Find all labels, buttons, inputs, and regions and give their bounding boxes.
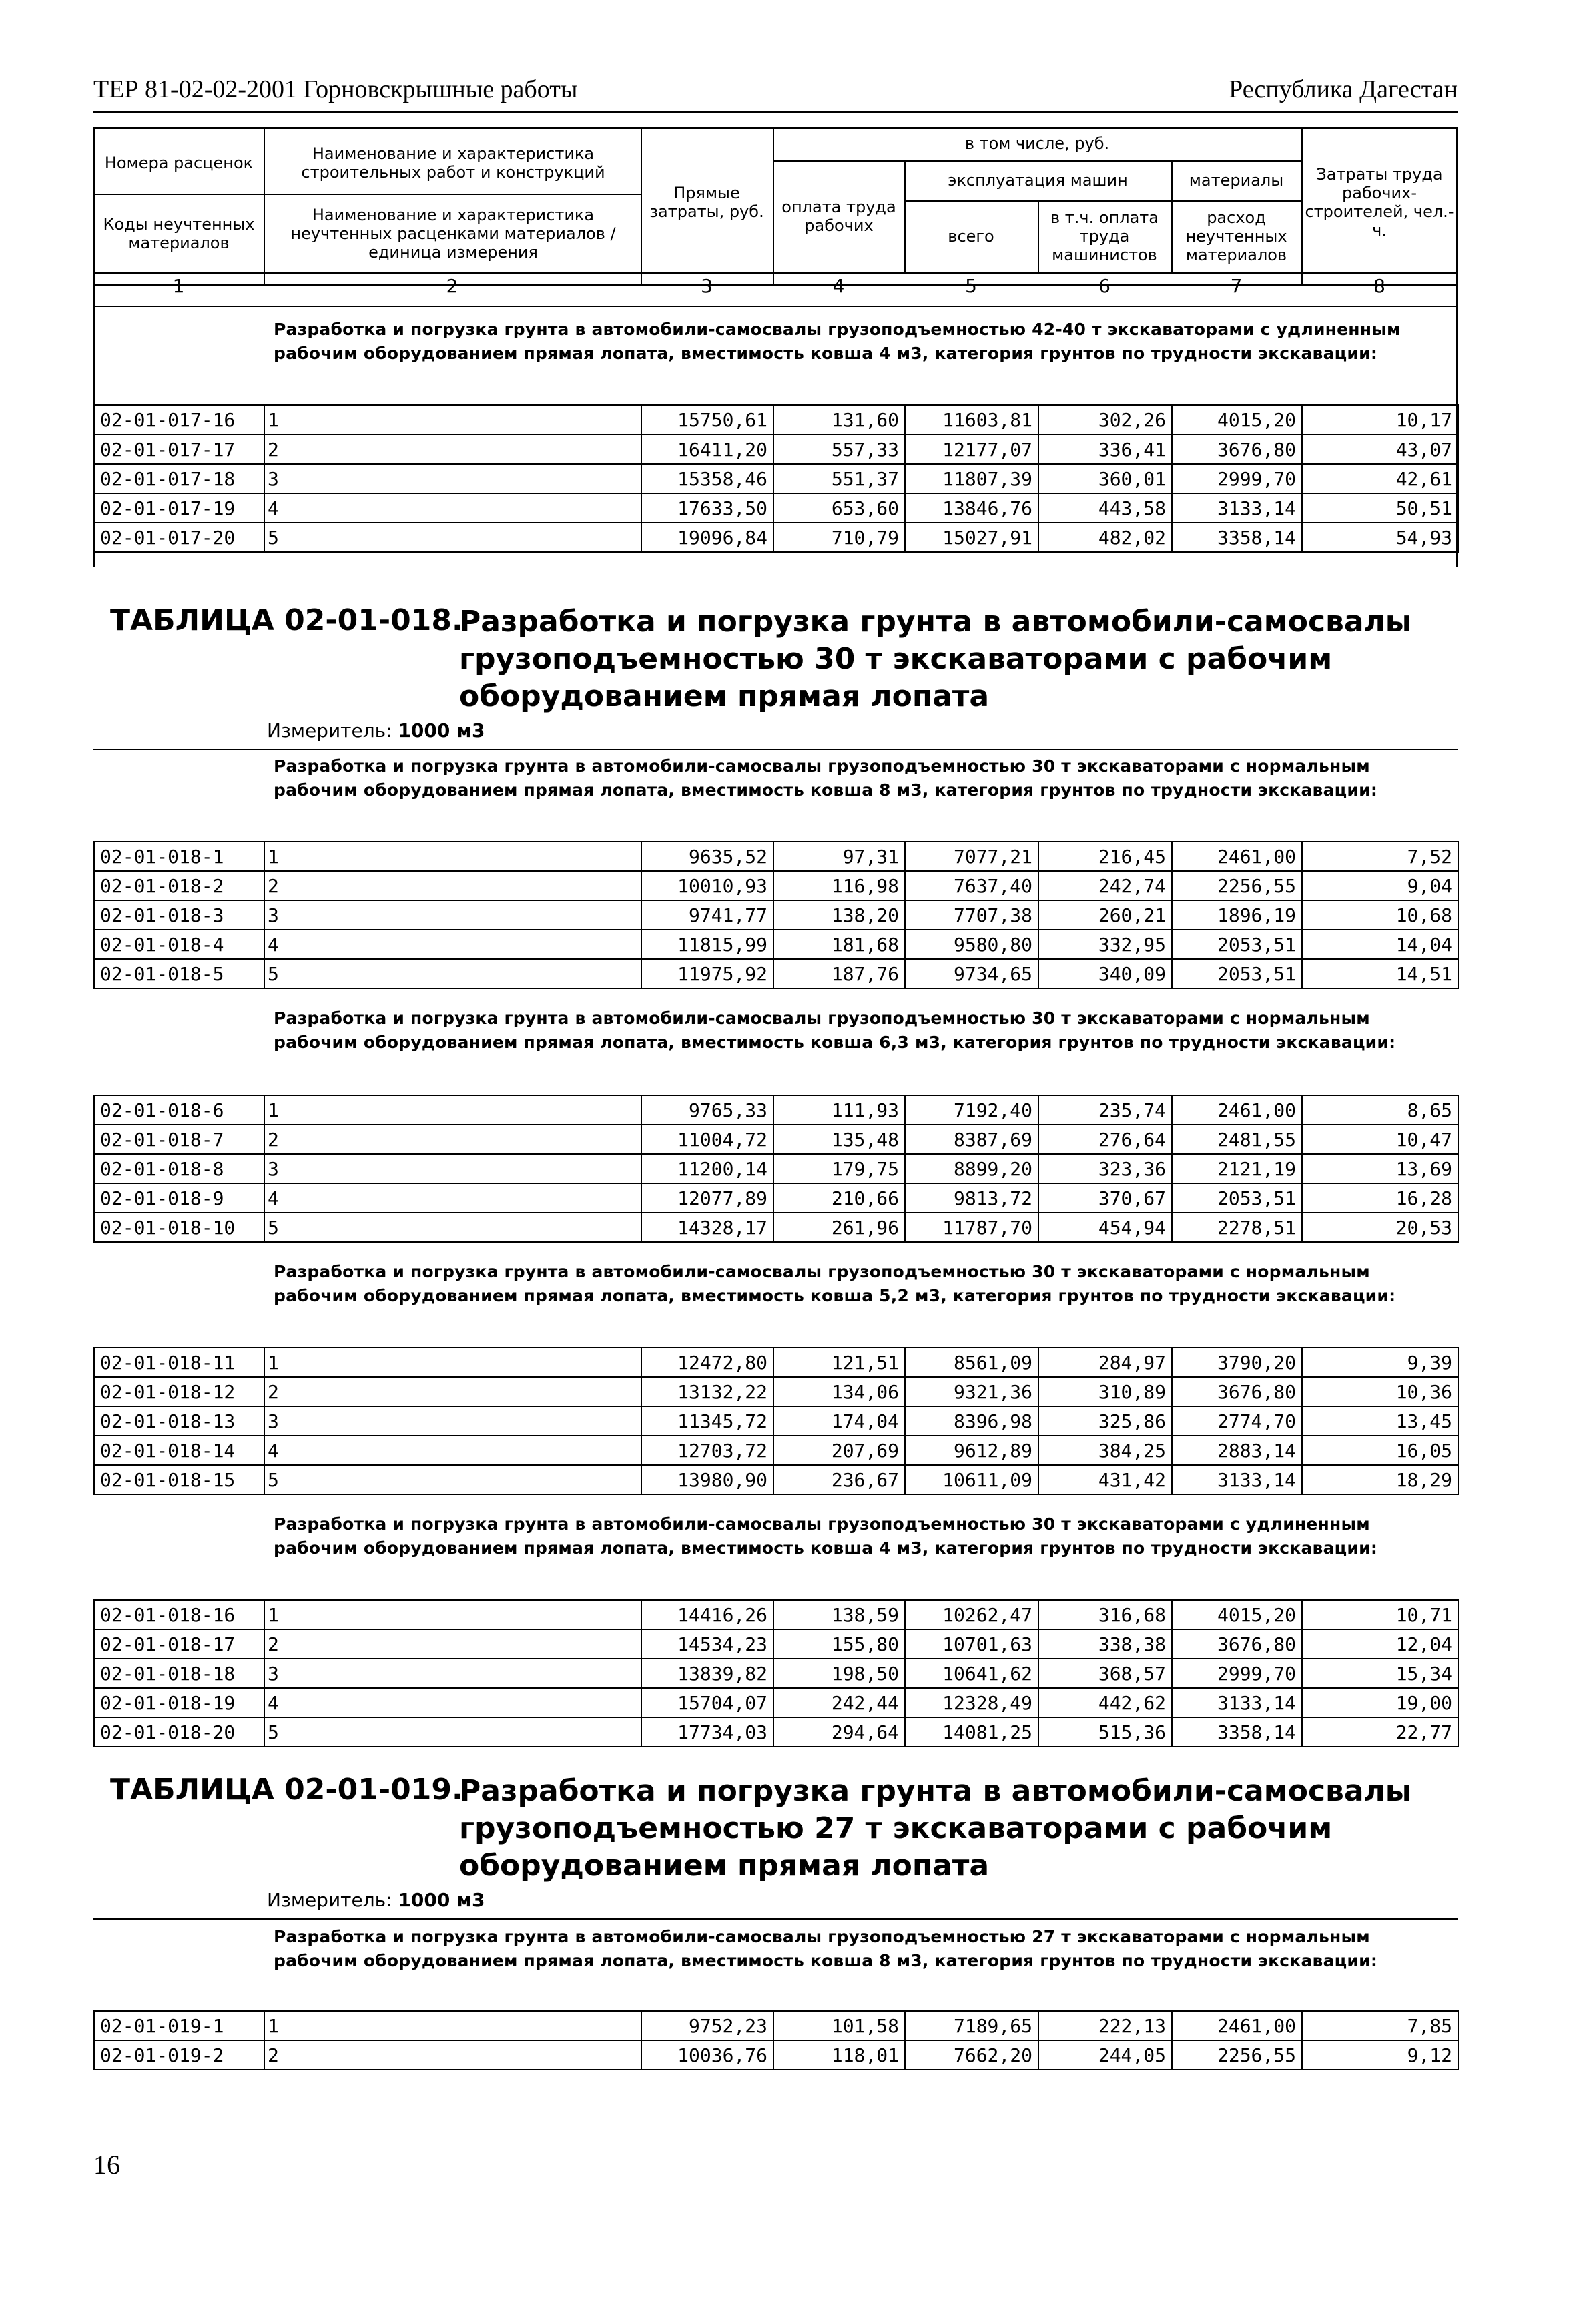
operator-pay-cell: 302,26 (1038, 405, 1172, 434)
direct-costs-cell: 11815,99 (641, 930, 773, 959)
labor-pay-cell: 187,76 (773, 959, 905, 988)
direct-costs-cell: 15750,61 (641, 405, 773, 434)
materials-cost-cell: 2053,51 (1172, 959, 1302, 988)
machines-total-cell: 7192,40 (905, 1095, 1038, 1125)
labor-pay-cell: 236,67 (773, 1465, 905, 1494)
materials-cost-cell: 3133,14 (1172, 1688, 1302, 1717)
machines-total-cell: 10611,09 (905, 1465, 1038, 1494)
measure: Измеритель: 1000 м3 (267, 1889, 485, 1911)
table-row (94, 1600, 1458, 1629)
direct-costs-cell: 9752,23 (641, 2011, 773, 2040)
operator-pay-cell: 325,86 (1038, 1406, 1172, 1436)
rates-table (93, 404, 1459, 553)
direct-costs-cell: 11200,14 (641, 1154, 773, 1183)
operator-pay-cell: 235,74 (1038, 1095, 1172, 1125)
materials-cost-cell: 2774,70 (1172, 1406, 1302, 1436)
operator-pay-cell: 442,62 (1038, 1688, 1172, 1717)
labor-hours-cell: 9,04 (1302, 871, 1458, 900)
region-name: Республика Дагестан (1229, 75, 1458, 103)
table-row (94, 1377, 1458, 1406)
category-cell: 4 (264, 930, 641, 959)
labor-pay-cell: 242,44 (773, 1688, 905, 1717)
rates-table (93, 1599, 1459, 1747)
table-number: ТАБЛИЦА 02-01-018. (110, 603, 463, 637)
col-work-name: Наименование и характеристика строительных работ и конструкций (301, 144, 605, 182)
machines-total-cell: 11807,39 (905, 464, 1038, 493)
machines-total-cell: 11787,70 (905, 1213, 1038, 1242)
operator-pay-cell: 384,25 (1038, 1436, 1172, 1465)
rate-code-cell: 02-01-018-20 (94, 1717, 264, 1747)
labor-pay-cell: 557,33 (773, 434, 905, 464)
machines-total-cell: 7637,40 (905, 871, 1038, 900)
machines-total-cell: 7662,20 (905, 2040, 1038, 2070)
materials-cost-cell: 3676,80 (1172, 434, 1302, 464)
labor-pay-cell: 135,48 (773, 1125, 905, 1154)
table-row (94, 1465, 1458, 1494)
rate-code-cell: 02-01-019-2 (94, 2040, 264, 2070)
direct-costs-cell: 14328,17 (641, 1213, 773, 1242)
machines-total-cell: 13846,76 (905, 493, 1038, 523)
category-cell: 3 (264, 1659, 641, 1688)
machines-total-cell: 10262,47 (905, 1600, 1038, 1629)
operator-pay-cell: 244,05 (1038, 2040, 1172, 2070)
labor-pay-cell: 210,66 (773, 1183, 905, 1213)
direct-costs-cell: 13839,82 (641, 1659, 773, 1688)
labor-hours-cell: 20,53 (1302, 1213, 1458, 1242)
rate-code-cell: 02-01-018-3 (94, 900, 264, 930)
labor-hours-cell: 18,29 (1302, 1465, 1458, 1494)
direct-costs-cell: 11975,92 (641, 959, 773, 988)
materials-cost-cell: 2256,55 (1172, 2040, 1302, 2070)
category-cell: 2 (264, 2040, 641, 2070)
labor-hours-cell: 14,51 (1302, 959, 1458, 988)
rate-code-cell: 02-01-018-15 (94, 1465, 264, 1494)
labor-hours-cell: 13,69 (1302, 1154, 1458, 1183)
operator-pay-cell: 242,74 (1038, 871, 1172, 900)
operator-pay-cell: 323,36 (1038, 1154, 1172, 1183)
direct-costs-cell: 13980,90 (641, 1465, 773, 1494)
category-cell: 1 (264, 842, 641, 871)
labor-hours-cell: 12,04 (1302, 1629, 1458, 1659)
rate-code-cell: 02-01-017-18 (94, 464, 264, 493)
category-cell: 1 (264, 405, 641, 434)
section-heading: Разработка и погрузка грунта в автомобили-самосвалы грузоподъемностью 42-40 т экскаваторами с удлиненным рабочим оборудованием прямая лопата, вместимость ковша 4 м3, категория грунтов по трудности экскавации: (274, 320, 1401, 363)
labor-pay-cell: 116,98 (773, 871, 905, 900)
operator-pay-cell: 482,02 (1038, 523, 1172, 552)
rate-code-cell: 02-01-018-14 (94, 1436, 264, 1465)
rate-code-cell: 02-01-018-7 (94, 1125, 264, 1154)
direct-costs-cell: 14534,23 (641, 1629, 773, 1659)
labor-hours-cell: 8,65 (1302, 1095, 1458, 1125)
operator-pay-cell: 222,13 (1038, 2011, 1172, 2040)
machines-total-cell: 8561,09 (905, 1348, 1038, 1377)
rate-code-cell: 02-01-018-17 (94, 1629, 264, 1659)
labor-hours-cell: 10,71 (1302, 1600, 1458, 1629)
labor-pay-cell: 97,31 (773, 842, 905, 871)
rate-code-cell: 02-01-018-12 (94, 1377, 264, 1406)
table-row (94, 2011, 1458, 2040)
direct-costs-cell: 17734,03 (641, 1717, 773, 1747)
materials-cost-cell: 2481,55 (1172, 1125, 1302, 1154)
col-operator-pay: в т.ч. оплата труда машинистов (1050, 208, 1159, 264)
labor-pay-cell: 207,69 (773, 1436, 905, 1465)
rates-table (93, 841, 1459, 989)
document-title: ТЕР 81-02-02-2001 Горновскрышные работы (93, 75, 578, 103)
category-cell: 2 (264, 434, 641, 464)
category-cell: 4 (264, 1183, 641, 1213)
labor-hours-cell: 9,12 (1302, 2040, 1458, 2070)
rate-code-cell: 02-01-019-1 (94, 2011, 264, 2040)
labor-pay-cell: 653,60 (773, 493, 905, 523)
operator-pay-cell: 431,42 (1038, 1465, 1172, 1494)
rate-code-cell: 02-01-018-8 (94, 1154, 264, 1183)
section-heading: Разработка и погрузка грунта в автомобили-самосвалы грузоподъемностью 27 т экскаваторами с нормальным рабочим оборудованием прямая лопата, вместимость ковша 8 м3, категория грунтов по трудности экскавации: (274, 1927, 1378, 1970)
direct-costs-cell: 12077,89 (641, 1183, 773, 1213)
category-cell: 1 (264, 1348, 641, 1377)
operator-pay-cell: 310,89 (1038, 1377, 1172, 1406)
rate-code-cell: 02-01-018-2 (94, 871, 264, 900)
category-cell: 5 (264, 523, 641, 552)
materials-cost-cell: 3358,14 (1172, 523, 1302, 552)
labor-hours-cell: 14,04 (1302, 930, 1458, 959)
operator-pay-cell: 338,38 (1038, 1629, 1172, 1659)
labor-pay-cell: 181,68 (773, 930, 905, 959)
materials-cost-cell: 3676,80 (1172, 1629, 1302, 1659)
section-heading: Разработка и погрузка грунта в автомобили-самосвалы грузоподъемностью 30 т экскаваторами с нормальным рабочим оборудованием прямая лопата, вместимость ковша 5,2 м3, категория грунтов по трудности экскавации: (274, 1262, 1396, 1305)
labor-hours-cell: 15,34 (1302, 1659, 1458, 1688)
materials-cost-cell: 4015,20 (1172, 1600, 1302, 1629)
table-row (94, 1659, 1458, 1688)
table-row (94, 1213, 1458, 1242)
operator-pay-cell: 332,95 (1038, 930, 1172, 959)
operator-pay-cell: 336,41 (1038, 434, 1172, 464)
materials-cost-cell: 3676,80 (1172, 1377, 1302, 1406)
labor-pay-cell: 155,80 (773, 1629, 905, 1659)
category-cell: 4 (264, 1436, 641, 1465)
direct-costs-cell: 11004,72 (641, 1125, 773, 1154)
machines-total-cell: 15027,91 (905, 523, 1038, 552)
direct-costs-cell: 13132,22 (641, 1377, 773, 1406)
machines-total-cell: 7077,21 (905, 842, 1038, 871)
operator-pay-cell: 368,57 (1038, 1659, 1172, 1688)
rates-table (93, 2010, 1459, 2070)
table-title: Разработка и погрузка грунта в автомобили-самосвалы грузоподъемностью 30 т экскаваторами с рабочим оборудованием прямая лопата (459, 605, 1412, 713)
col-num-5: 5 (965, 275, 977, 297)
rate-code-cell: 02-01-018-11 (94, 1348, 264, 1377)
rate-code-cell: 02-01-018-5 (94, 959, 264, 988)
col-num-8: 8 (1373, 275, 1385, 297)
materials-cost-cell: 2883,14 (1172, 1436, 1302, 1465)
machines-total-cell: 8387,69 (905, 1125, 1038, 1154)
labor-pay-cell: 138,59 (773, 1600, 905, 1629)
table-row (94, 1629, 1458, 1659)
labor-hours-cell: 16,05 (1302, 1436, 1458, 1465)
labor-pay-cell: 261,96 (773, 1213, 905, 1242)
labor-pay-cell: 179,75 (773, 1154, 905, 1183)
col-materials: материалы (1189, 171, 1284, 190)
category-cell: 3 (264, 1406, 641, 1436)
machines-total-cell: 9734,65 (905, 959, 1038, 988)
machines-total-cell: 9580,80 (905, 930, 1038, 959)
category-cell: 5 (264, 1213, 641, 1242)
machines-total-cell: 9612,89 (905, 1436, 1038, 1465)
section-heading: Разработка и погрузка грунта в автомобили-самосвалы грузоподъемностью 30 т экскаваторами с нормальным рабочим оборудованием прямая лопата, вместимость ковша 6,3 м3, категория грунтов по трудности экскавации: (274, 1008, 1396, 1052)
operator-pay-cell: 260,21 (1038, 900, 1172, 930)
labor-pay-cell: 111,93 (773, 1095, 905, 1125)
direct-costs-cell: 17633,50 (641, 493, 773, 523)
machines-total-cell: 9813,72 (905, 1183, 1038, 1213)
category-cell: 4 (264, 493, 641, 523)
table-row (94, 2040, 1458, 2070)
col-labor-hours: Затраты труда рабочих-строителей, чел.-ч. (1305, 165, 1454, 240)
category-cell: 5 (264, 1717, 641, 1747)
category-cell: 2 (264, 871, 641, 900)
col-rates-number: Номера расценок (104, 154, 254, 172)
materials-cost-cell: 4015,20 (1172, 405, 1302, 434)
col-machines: эксплуатация машин (948, 171, 1128, 190)
operator-pay-cell: 284,97 (1038, 1348, 1172, 1377)
labor-hours-cell: 10,36 (1302, 1377, 1458, 1406)
direct-costs-cell: 16411,20 (641, 434, 773, 464)
machines-total-cell: 7707,38 (905, 900, 1038, 930)
direct-costs-cell: 11345,72 (641, 1406, 773, 1436)
labor-hours-cell: 10,68 (1302, 900, 1458, 930)
operator-pay-cell: 316,68 (1038, 1600, 1172, 1629)
labor-pay-cell: 101,58 (773, 2011, 905, 2040)
materials-cost-cell: 2121,19 (1172, 1154, 1302, 1183)
category-cell: 2 (264, 1125, 641, 1154)
rate-code-cell: 02-01-018-6 (94, 1095, 264, 1125)
col-material-codes: Коды неучтенных материалов (103, 215, 255, 252)
labor-hours-cell: 42,61 (1302, 464, 1458, 493)
col-material-name: Наименование и характеристика неучтенных расценками материалов / единица измерения (290, 206, 616, 262)
labor-hours-cell: 7,52 (1302, 842, 1458, 871)
table-number: ТАБЛИЦА 02-01-019. (110, 1773, 463, 1807)
measure: Измеритель: 1000 м3 (267, 719, 485, 742)
labor-hours-cell: 9,39 (1302, 1348, 1458, 1377)
col-num-6: 6 (1098, 275, 1110, 297)
operator-pay-cell: 515,36 (1038, 1717, 1172, 1747)
labor-pay-cell: 131,60 (773, 405, 905, 434)
col-num-1: 1 (172, 275, 185, 297)
table-row (94, 1436, 1458, 1465)
table-row (94, 871, 1458, 900)
machines-total-cell: 11603,81 (905, 405, 1038, 434)
materials-cost-cell: 2461,00 (1172, 1095, 1302, 1125)
operator-pay-cell: 216,45 (1038, 842, 1172, 871)
direct-costs-cell: 15704,07 (641, 1688, 773, 1717)
materials-cost-cell: 2256,55 (1172, 871, 1302, 900)
table-row (94, 405, 1458, 434)
category-cell: 2 (264, 1629, 641, 1659)
rate-code-cell: 02-01-017-17 (94, 434, 264, 464)
machines-total-cell: 8899,20 (905, 1154, 1038, 1183)
table-row (94, 1154, 1458, 1183)
operator-pay-cell: 443,58 (1038, 493, 1172, 523)
labor-hours-cell: 54,93 (1302, 523, 1458, 552)
category-cell: 2 (264, 1377, 641, 1406)
labor-hours-cell: 22,77 (1302, 1717, 1458, 1747)
page-header (93, 75, 1458, 113)
machines-total-cell: 10701,63 (905, 1629, 1038, 1659)
materials-cost-cell: 2278,51 (1172, 1213, 1302, 1242)
direct-costs-cell: 10010,93 (641, 871, 773, 900)
section-heading: Разработка и погрузка грунта в автомобили-самосвалы грузоподъемностью 30 т экскаваторами с нормальным рабочим оборудованием прямая лопата, вместимость ковша 8 м3, категория грунтов по трудности экскавации: (274, 756, 1378, 800)
machines-total-cell: 8396,98 (905, 1406, 1038, 1436)
category-cell: 1 (264, 1095, 641, 1125)
labor-pay-cell: 551,37 (773, 464, 905, 493)
direct-costs-cell: 12472,80 (641, 1348, 773, 1377)
rate-code-cell: 02-01-018-9 (94, 1183, 264, 1213)
category-cell: 3 (264, 900, 641, 930)
labor-hours-cell: 10,17 (1302, 405, 1458, 434)
table-row (94, 434, 1458, 464)
category-cell: 3 (264, 1154, 641, 1183)
direct-costs-cell: 9741,77 (641, 900, 773, 930)
col-machines-total: всего (948, 227, 994, 246)
table-row (94, 959, 1458, 988)
col-including: в том числе, руб. (964, 134, 1110, 153)
page-number: 16 (93, 2150, 120, 2180)
machines-total-cell: 12328,49 (905, 1688, 1038, 1717)
category-cell: 1 (264, 2011, 641, 2040)
operator-pay-cell: 340,09 (1038, 959, 1172, 988)
labor-hours-cell: 43,07 (1302, 434, 1458, 464)
col-num-4: 4 (832, 275, 845, 297)
labor-hours-cell: 19,00 (1302, 1688, 1458, 1717)
rate-code-cell: 02-01-017-16 (94, 405, 264, 434)
category-cell: 5 (264, 959, 641, 988)
labor-pay-cell: 138,20 (773, 900, 905, 930)
rates-table (93, 1347, 1459, 1495)
direct-costs-cell: 19096,84 (641, 523, 773, 552)
direct-costs-cell: 9635,52 (641, 842, 773, 871)
direct-costs-cell: 15358,46 (641, 464, 773, 493)
materials-cost-cell: 2461,00 (1172, 2011, 1302, 2040)
table-row (94, 900, 1458, 930)
labor-pay-cell: 198,50 (773, 1659, 905, 1688)
rate-code-cell: 02-01-018-19 (94, 1688, 264, 1717)
operator-pay-cell: 454,94 (1038, 1213, 1172, 1242)
table-row (94, 1688, 1458, 1717)
table-row (94, 493, 1458, 523)
labor-pay-cell: 134,06 (773, 1377, 905, 1406)
rates-table (93, 1095, 1459, 1243)
labor-pay-cell: 174,04 (773, 1406, 905, 1436)
operator-pay-cell: 370,67 (1038, 1183, 1172, 1213)
materials-cost-cell: 3790,20 (1172, 1348, 1302, 1377)
direct-costs-cell: 10036,76 (641, 2040, 773, 2070)
operator-pay-cell: 276,64 (1038, 1125, 1172, 1154)
table-row (94, 523, 1458, 552)
table-row (94, 842, 1458, 871)
labor-hours-cell: 50,51 (1302, 493, 1458, 523)
direct-costs-cell: 12703,72 (641, 1436, 773, 1465)
rate-code-cell: 02-01-018-10 (94, 1213, 264, 1242)
table-title: Разработка и погрузка грунта в автомобили-самосвалы грузоподъемностью 27 т экскаваторами с рабочим оборудованием прямая лопата (459, 1774, 1412, 1883)
materials-cost-cell: 2461,00 (1172, 842, 1302, 871)
direct-costs-cell: 14416,26 (641, 1600, 773, 1629)
labor-pay-cell: 294,64 (773, 1717, 905, 1747)
machines-total-cell: 10641,62 (905, 1659, 1038, 1688)
rate-code-cell: 02-01-018-18 (94, 1659, 264, 1688)
machines-total-cell: 9321,36 (905, 1377, 1038, 1406)
rate-code-cell: 02-01-017-19 (94, 493, 264, 523)
materials-cost-cell: 3358,14 (1172, 1717, 1302, 1747)
category-cell: 4 (264, 1688, 641, 1717)
rate-code-cell: 02-01-018-1 (94, 842, 264, 871)
rate-code-cell: 02-01-018-13 (94, 1406, 264, 1436)
materials-cost-cell: 2053,51 (1172, 930, 1302, 959)
materials-cost-cell: 2053,51 (1172, 1183, 1302, 1213)
table-row (94, 930, 1458, 959)
machines-total-cell: 12177,07 (905, 434, 1038, 464)
machines-total-cell: 14081,25 (905, 1717, 1038, 1747)
col-num-7: 7 (1230, 275, 1243, 297)
category-cell: 5 (264, 1465, 641, 1494)
labor-hours-cell: 7,85 (1302, 2011, 1458, 2040)
materials-cost-cell: 1896,19 (1172, 900, 1302, 930)
table-row (94, 1406, 1458, 1436)
rate-code-cell: 02-01-018-16 (94, 1600, 264, 1629)
table-row (94, 464, 1458, 493)
materials-cost-cell: 2999,70 (1172, 1659, 1302, 1688)
machines-total-cell: 7189,65 (905, 2011, 1038, 2040)
labor-pay-cell: 118,01 (773, 2040, 905, 2070)
rate-code-cell: 02-01-017-20 (94, 523, 264, 552)
operator-pay-cell: 360,01 (1038, 464, 1172, 493)
materials-cost-cell: 3133,14 (1172, 1465, 1302, 1494)
labor-hours-cell: 16,28 (1302, 1183, 1458, 1213)
table-row (94, 1095, 1458, 1125)
labor-pay-cell: 121,51 (773, 1348, 905, 1377)
table-row (94, 1717, 1458, 1747)
table-row (94, 1348, 1458, 1377)
table-row (94, 1125, 1458, 1154)
rate-code-cell: 02-01-018-4 (94, 930, 264, 959)
labor-hours-cell: 13,45 (1302, 1406, 1458, 1436)
col-labor-pay: оплата труда рабочих (781, 198, 896, 235)
direct-costs-cell: 9765,33 (641, 1095, 773, 1125)
labor-hours-cell: 10,47 (1302, 1125, 1458, 1154)
labor-pay-cell: 710,79 (773, 523, 905, 552)
col-num-2: 2 (446, 275, 458, 297)
table-row (94, 1183, 1458, 1213)
section-heading: Разработка и погрузка грунта в автомобили-самосвалы грузоподъемностью 30 т экскаваторами с удлиненным рабочим оборудованием прямая лопата, вместимость ковша 4 м3, категория грунтов по трудности экскавации: (274, 1514, 1378, 1558)
category-cell: 1 (264, 1600, 641, 1629)
col-unaccounted-materials: расход неучтенных материалов (1185, 208, 1287, 264)
col-direct-costs: Прямые затраты, руб. (649, 184, 764, 221)
col-num-3: 3 (701, 275, 713, 297)
materials-cost-cell: 2999,70 (1172, 464, 1302, 493)
materials-cost-cell: 3133,14 (1172, 493, 1302, 523)
category-cell: 3 (264, 464, 641, 493)
